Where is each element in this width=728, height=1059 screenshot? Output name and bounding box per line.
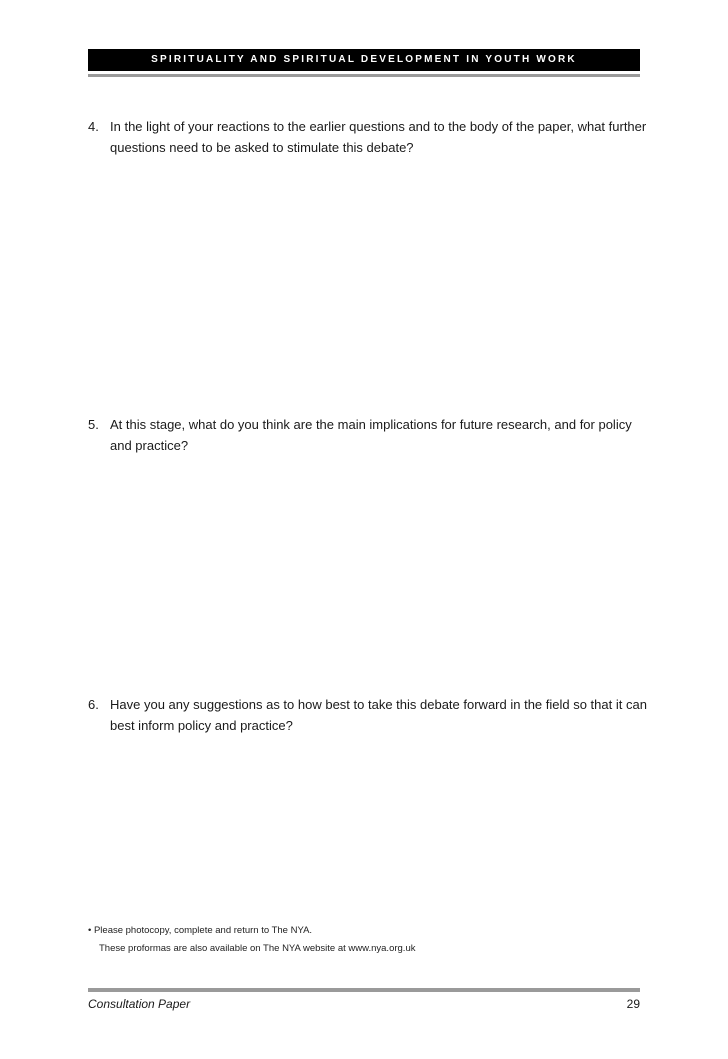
header-rule bbox=[88, 74, 640, 77]
question-number: 5. bbox=[88, 417, 99, 432]
website-note: These proformas are also available on The NYA website at www.nya.org.uk bbox=[99, 943, 416, 954]
page-number: 29 bbox=[626, 997, 640, 1011]
return-instruction: • Please photocopy, complete and return to The NYA. bbox=[88, 925, 313, 936]
question-4 bbox=[88, 116, 648, 158]
question-text: Have you any suggestions as to how best to take this debate forward in the field so that it can best inform policy and practice? bbox=[110, 697, 647, 733]
question-6 bbox=[88, 694, 648, 736]
footer-rule bbox=[88, 988, 640, 992]
question-number: 4. bbox=[88, 119, 99, 134]
publication-name: Consultation Paper bbox=[88, 997, 191, 1011]
question-text: At this stage, what do you think are the main implications for future research, and for policy and practice? bbox=[110, 417, 632, 453]
question-text: In the light of your reactions to the earlier questions and to the body of the paper, what further questions need to be asked to stimulate this debate? bbox=[110, 119, 647, 155]
question-number: 6. bbox=[88, 697, 99, 712]
running-header: SPIRITUALITY AND SPIRITUAL DEVELOPMENT IN YOUTH WORK bbox=[88, 49, 640, 71]
question-5 bbox=[88, 414, 648, 456]
